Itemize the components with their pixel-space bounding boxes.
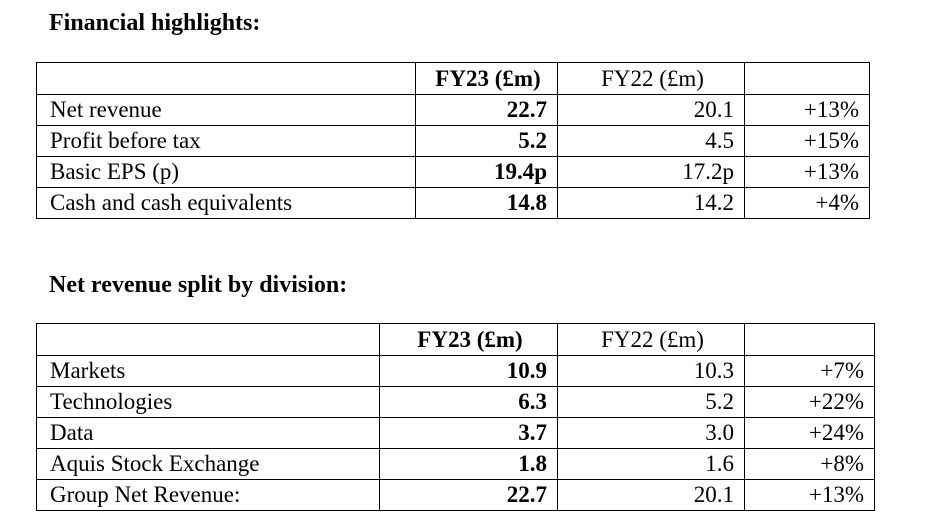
- row-label: Data: [37, 418, 380, 449]
- table-row: [37, 188, 870, 219]
- row-change-value: +13%: [745, 157, 870, 188]
- header-cell-change: [745, 324, 875, 356]
- row-fy23-value: 3.7: [380, 418, 558, 449]
- header-cell-fy23: FY23 (£m): [416, 63, 558, 95]
- row-fy22-value: 17.2p: [558, 157, 745, 188]
- row-change-value: +4%: [745, 188, 870, 219]
- row-fy22-value: 20.1: [558, 480, 745, 511]
- table-row: [37, 480, 875, 511]
- row-fy22-value: 5.2: [558, 387, 745, 418]
- financial-highlights-heading: Financial highlights:: [49, 10, 261, 36]
- row-label: Cash and cash equivalents: [37, 188, 416, 219]
- row-fy23-value: 22.7: [380, 480, 558, 511]
- row-fy23-value: 10.9: [380, 356, 558, 387]
- table-row: [37, 387, 875, 418]
- table-row: [37, 95, 870, 126]
- row-label: Group Net Revenue:: [37, 480, 380, 511]
- table-row: [37, 126, 870, 157]
- row-fy22-value: 14.2: [558, 188, 745, 219]
- row-label: Profit before tax: [37, 126, 416, 157]
- row-fy23-value: 6.3: [380, 387, 558, 418]
- header-cell-fy22: FY22 (£m): [558, 324, 745, 356]
- table-row: [37, 356, 875, 387]
- row-fy23-value: 5.2: [416, 126, 558, 157]
- row-fy22-value: 10.3: [558, 356, 745, 387]
- row-fy23-value: 19.4p: [416, 157, 558, 188]
- row-fy23-value: 1.8: [380, 449, 558, 480]
- row-fy22-value: 3.0: [558, 418, 745, 449]
- row-change-value: +13%: [745, 95, 870, 126]
- division-split-table: [36, 323, 875, 511]
- row-fy22-value: 4.5: [558, 126, 745, 157]
- header-cell-change: [745, 63, 870, 95]
- row-label: Net revenue: [37, 95, 416, 126]
- row-fy22-value: 20.1: [558, 95, 745, 126]
- row-change-value: +7%: [745, 356, 875, 387]
- table-header-row: [37, 324, 875, 356]
- division-split-heading: Net revenue split by division:: [49, 272, 348, 298]
- row-fy23-value: 22.7: [416, 95, 558, 126]
- table-row: [37, 157, 870, 188]
- header-cell-label: [37, 324, 380, 356]
- row-label: Basic EPS (p): [37, 157, 416, 188]
- row-change-value: +22%: [745, 387, 875, 418]
- table-header-row: [37, 63, 870, 95]
- header-cell-label: [37, 63, 416, 95]
- row-change-value: +24%: [745, 418, 875, 449]
- row-fy22-value: 1.6: [558, 449, 745, 480]
- table-row: [37, 449, 875, 480]
- row-label: Aquis Stock Exchange: [37, 449, 380, 480]
- row-label: Technologies: [37, 387, 380, 418]
- financial-highlights-table: [36, 62, 870, 219]
- row-fy23-value: 14.8: [416, 188, 558, 219]
- table-row: [37, 418, 875, 449]
- row-change-value: +13%: [745, 480, 875, 511]
- row-label: Markets: [37, 356, 380, 387]
- header-cell-fy22: FY22 (£m): [558, 63, 745, 95]
- row-change-value: +15%: [745, 126, 870, 157]
- row-change-value: +8%: [745, 449, 875, 480]
- header-cell-fy23: FY23 (£m): [380, 324, 558, 356]
